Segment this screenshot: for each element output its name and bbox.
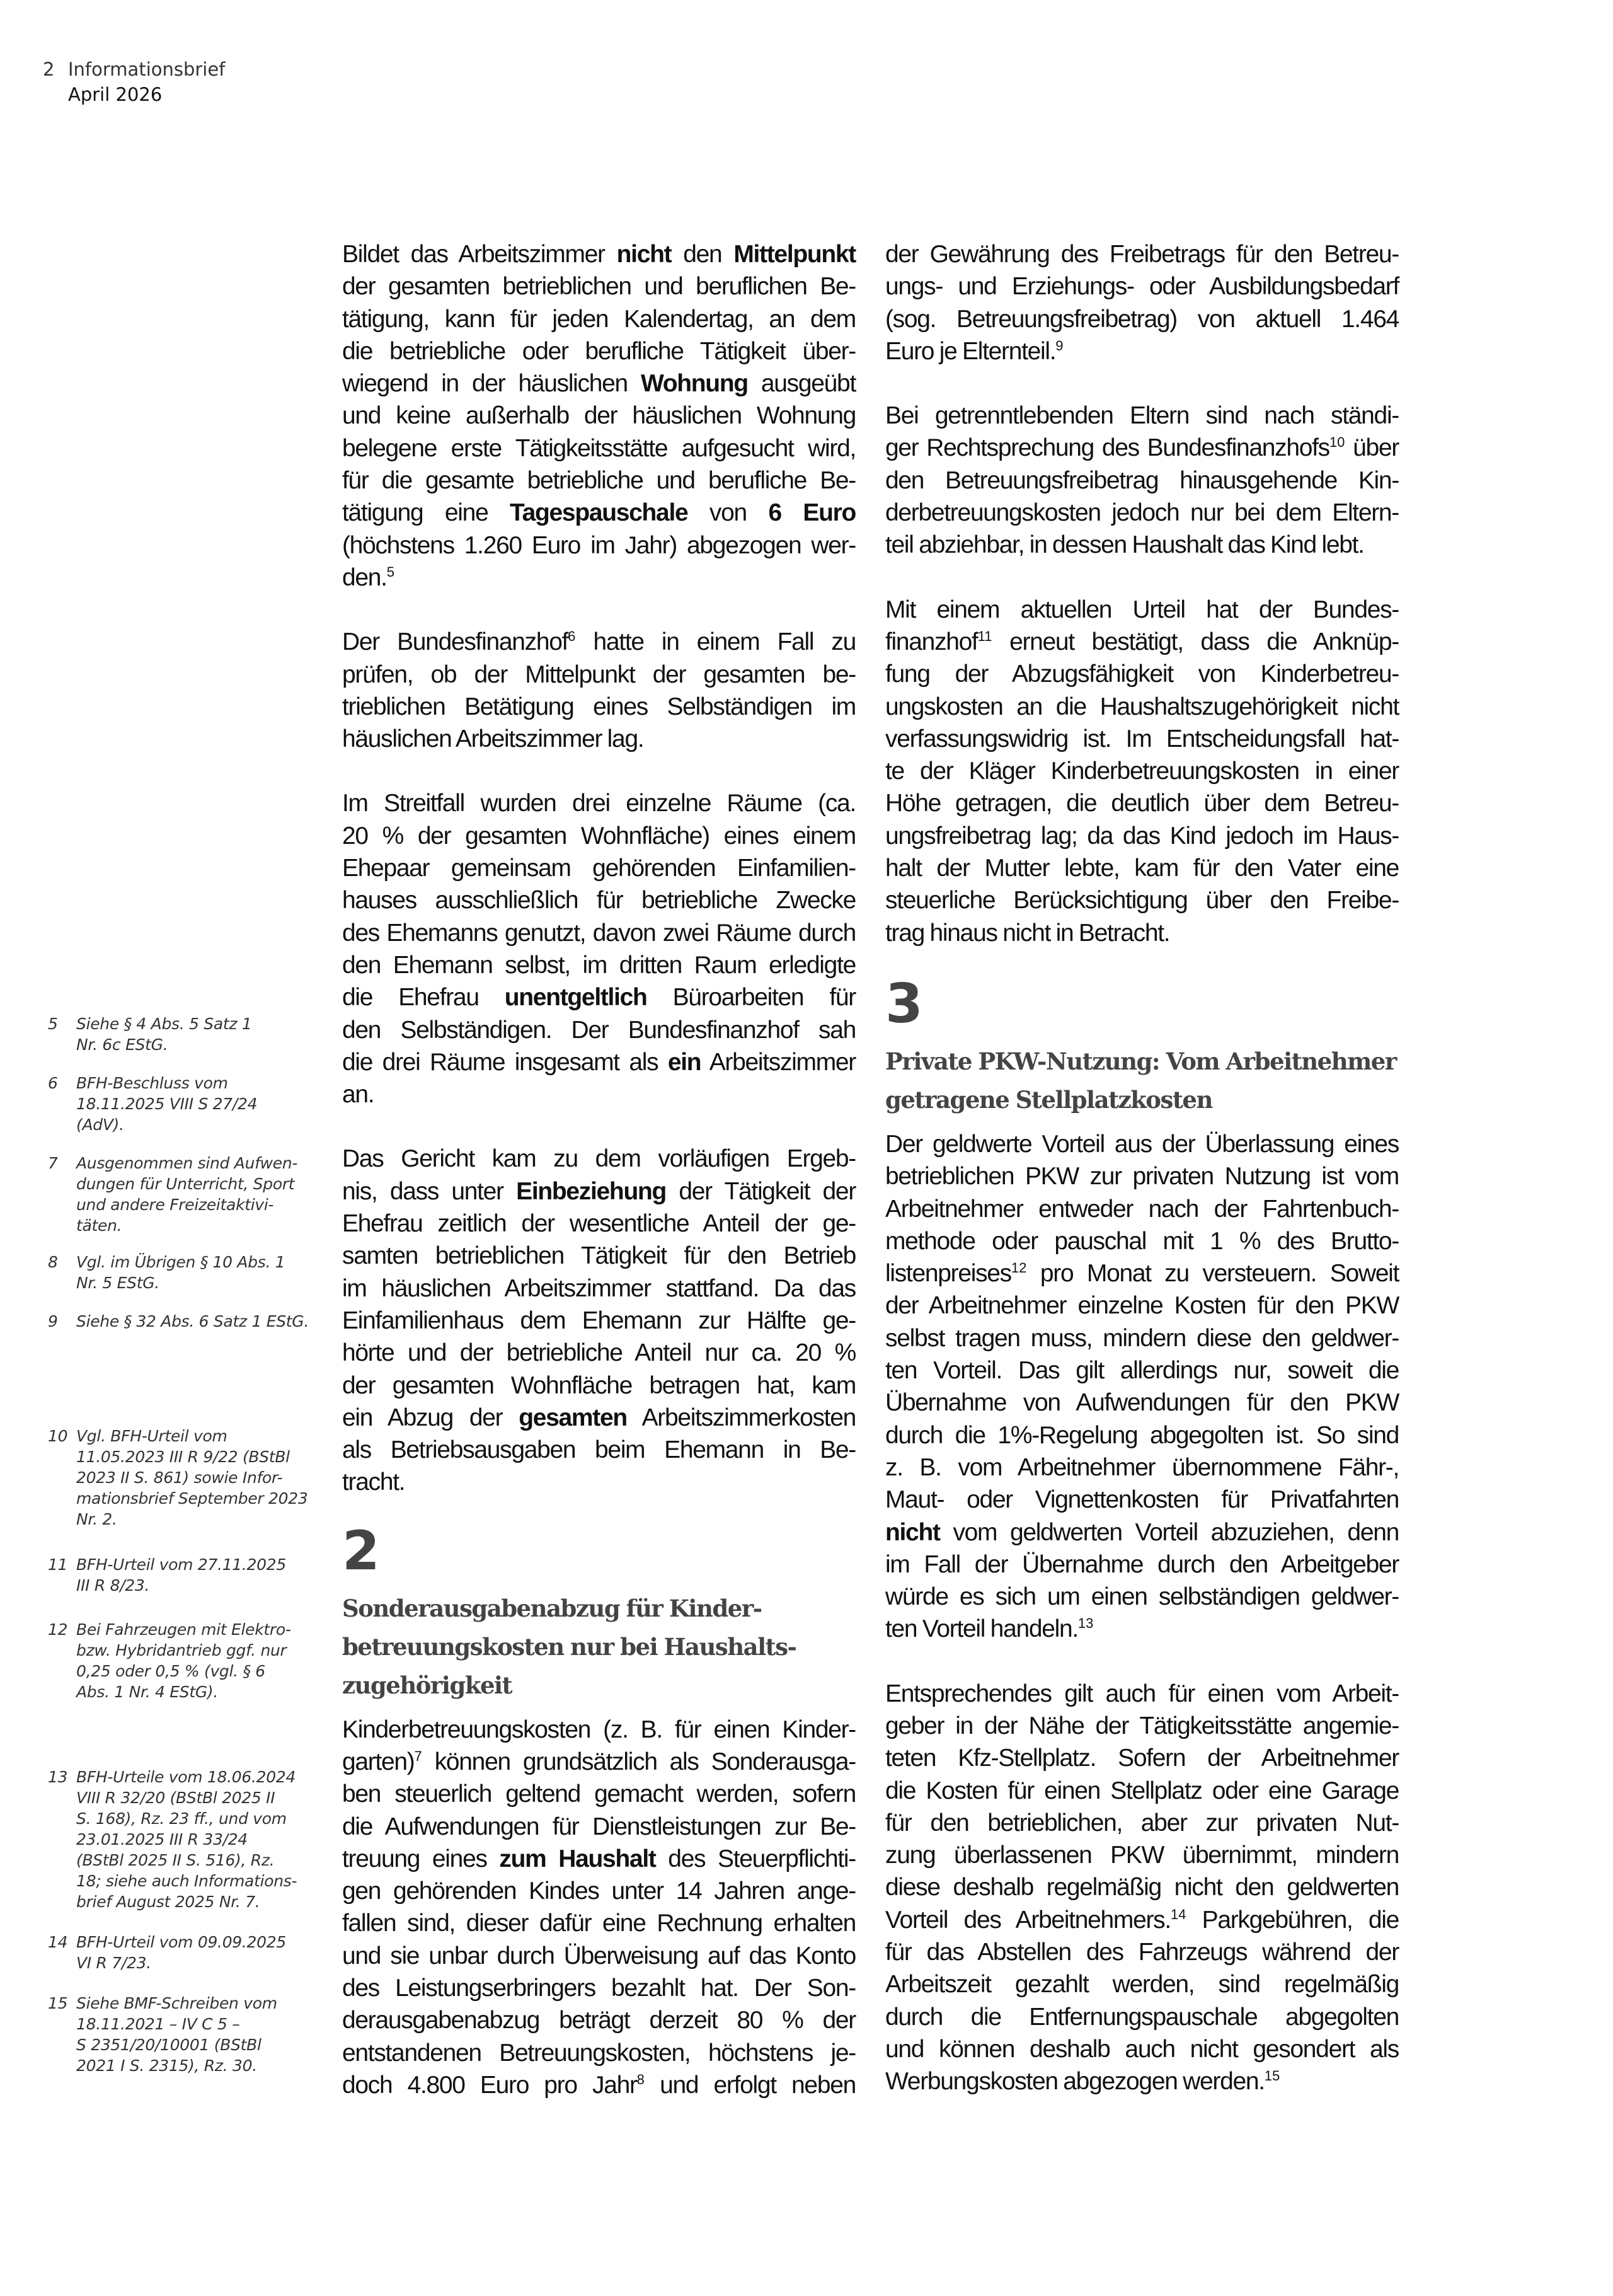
footnote-ref[interactable]: 15 (1264, 2068, 1280, 2084)
footnote-line: täten. (76, 1216, 122, 1235)
footnote-number: 13 (48, 1768, 68, 1786)
text-line: Höhe getragen, die deutlich über dem Betreu- (885, 790, 1399, 817)
emphasis: gesamten (519, 1404, 627, 1431)
text: Parkgebühren, die (1186, 1906, 1399, 1934)
footnote-line: Vgl. BFH-Urteil vom (76, 1427, 227, 1445)
article-column-1 (342, 238, 856, 2133)
footnote-number: 11 (48, 1555, 68, 1574)
text: tätigung eine (342, 499, 510, 527)
footnote-line: Nr. 2. (76, 1510, 117, 1528)
text-line: im Fall der Übernahme durch den Arbeitgeber (885, 1550, 1399, 1578)
paragraph (885, 1128, 1399, 1646)
text-line: Einfamilienhaus dem Ehemann zur Hälfte ge- (342, 1307, 856, 1334)
text-line: geber in der Nähe der Tätigkeitsstätte angemie- (885, 1712, 1399, 1739)
paragraph (342, 1714, 856, 2102)
text-line: für den betrieblichen, aber zur privaten Nut- (885, 1809, 1399, 1837)
footnote-line: 2021 I S. 2315), Rz. 30. (76, 2057, 257, 2075)
text: treuung eines (342, 1845, 500, 1872)
text-line: tracht. (342, 1468, 405, 1496)
text-line: Maut- oder Vignettenkosten für Privatfahrten (885, 1486, 1399, 1514)
text-line: Bei getrenntlebenden Eltern sind nach ständi- (885, 402, 1399, 430)
heading-line: zugehörigkeit (342, 1671, 512, 1699)
emphasis: unentgeltlich (504, 984, 647, 1012)
text: ten Vorteil handeln. (885, 1615, 1078, 1643)
text: nis, dass unter (342, 1177, 517, 1205)
emphasis: 6 Euro (768, 499, 856, 527)
footnote-number: 9 (48, 1312, 58, 1330)
issue-date: April 2026 (68, 84, 163, 105)
text-line: derbetreuungskosten jedoch nur bei dem Eltern- (885, 499, 1399, 527)
footnote-line: brief August 2025 Nr. 7. (76, 1893, 260, 1911)
text: den. (342, 563, 387, 591)
heading-line: getragene Stellplatzkosten (885, 1085, 1212, 1114)
section-2 (342, 1519, 856, 2102)
footnote-number: 12 (48, 1620, 68, 1639)
text-line: die Kosten für einen Stellplatz oder eine Garage (885, 1777, 1399, 1804)
footnote-line: Siehe § 32 Abs. 6 Satz 1 EStG. (76, 1312, 309, 1330)
text-line: te der Kläger Kinderbetreuungskosten in einer (885, 758, 1399, 785)
paragraph (342, 787, 856, 1111)
text: doch 4.800 Euro pro Jahr (342, 2071, 637, 2099)
text: die drei Räume insgesamt als (342, 1048, 668, 1076)
text-line: der gesamten Wohnfläche betragen hat, kam (342, 1371, 856, 1399)
text-line: prüfen, ob der Mittelpunkt der gesamten be- (342, 661, 856, 688)
paragraph (885, 1678, 1399, 2098)
footnote-line: dungen für Unterricht, Sport (76, 1175, 295, 1193)
text-line: Ehepaar gemeinsam gehörenden Einfamilien- (342, 855, 856, 882)
text-line: teten Kfz-Stellplatz. Sofern der Arbeitnehmer (885, 1745, 1399, 1772)
heading-line: betreuungskosten nur bei Haushalts- (342, 1632, 796, 1661)
text-line: Mit einem aktuellen Urteil hat der Bundes- (885, 596, 1399, 623)
text-line: hauses ausschließlich für betriebliche Zwecke (342, 887, 856, 914)
footnote-number: 8 (48, 1253, 58, 1271)
text-line: der gesamten betrieblichen und beruflichen Be- (342, 273, 856, 301)
text-line: (höchstens 1.260 Euro im Jahr) abgezogen wer- (342, 531, 856, 559)
text-line: an. (342, 1081, 374, 1109)
footnote-line: BFH-Urteil vom 27.11.2025 (76, 1555, 286, 1574)
paragraph (885, 400, 1399, 561)
text-line: trag hinaus nicht in Betracht. (885, 919, 1170, 947)
text: listenpreises (885, 1260, 1011, 1288)
text-line: fallen sind, dieser dafür eine Rechnung erhalten (342, 1910, 856, 1937)
text-line: Ehefrau zeitlich der wesentliche Anteil der ge- (342, 1210, 856, 1238)
text-line: ungskosten an die Haushaltszugehörigkeit nicht (885, 693, 1399, 720)
article-column-2 (885, 238, 1399, 2130)
footnote-ref[interactable]: 8 (636, 2071, 645, 2087)
footnote-line: Nr. 6c EStG. (76, 1036, 168, 1054)
text-line: verfassungswidrig ist. Im Entscheidungsfall hat- (885, 725, 1399, 753)
text-line: fung der Abzugsfähigkeit von Kinderbetreu- (885, 661, 1399, 688)
footnote-line: Ausgenommen sind Aufwen- (76, 1154, 298, 1172)
text-line: würde es sich um einen selbständigen geldwer- (885, 1583, 1399, 1611)
text: Arbeitszimmer (701, 1048, 856, 1076)
footnote-number: 6 (48, 1074, 58, 1092)
text-line: zung überlassenen PKW übernimmt, mindern (885, 1842, 1399, 1869)
text-line: ten Vorteil. Das gilt allerdings nur, soweit die (885, 1357, 1399, 1385)
text-line: für das Abstellen des Fahrzeugs während der (885, 1939, 1399, 1966)
footnote-line: III R 8/23. (76, 1576, 150, 1595)
text: Bildet das Arbeitszimmer (342, 241, 617, 268)
footnote-line: Siehe § 4 Abs. 5 Satz 1 (76, 1015, 252, 1033)
text: ein Abzug der (342, 1404, 519, 1431)
text-line: Im Streitfall wurden drei einzelne Räume (ca. (342, 790, 856, 817)
footnote-line: (AdV). (76, 1116, 124, 1134)
text: die Ehefrau (342, 984, 505, 1012)
text-line: hörte und der betriebliche Anteil nur ca. 20 % (342, 1339, 856, 1367)
emphasis: ein (667, 1048, 701, 1076)
footnote-line: mationsbrief September 2023 (76, 1489, 308, 1508)
text: des Steuerpflichti- (655, 1845, 856, 1872)
footnote-line: 23.01.2025 III R 33/24 (76, 1830, 248, 1849)
text-line: z. B. vom Arbeitnehmer übernommene Fähr-, (885, 1453, 1399, 1481)
text-line: im häuslichen Arbeitszimmer stattfand. Da das (342, 1274, 856, 1302)
footnote-line: 11.05.2023 III R 9/22 (BStBl (76, 1448, 290, 1466)
emphasis: zum Haushalt (499, 1845, 656, 1872)
footnote-line: und andere Freizeitaktivi- (76, 1196, 274, 1214)
text-line: durch die 1%-Regelung abgegolten ist. So sind (885, 1421, 1399, 1449)
paragraph (342, 626, 856, 755)
text: und erfolgt neben (644, 2071, 856, 2099)
publication-title: Informationsbrief (68, 59, 226, 80)
text-line: der Arbeitnehmer einzelne Kosten für den PKW (885, 1292, 1399, 1320)
footnote-line: BFH-Urteile vom 18.06.2024 (76, 1768, 296, 1786)
footnote-number: 15 (48, 1994, 68, 2012)
footnote-line: 18.11.2021 – IV C 5 – (76, 2015, 240, 2033)
emphasis: Tagespauschale (510, 499, 688, 527)
footnote-ref[interactable]: 13 (1077, 1615, 1094, 1632)
text-line: 20 % der gesamten Wohnfläche) eines einem (342, 822, 856, 850)
text: finanzhof (885, 628, 978, 655)
footnote-line: 18; siehe auch Informations- (76, 1872, 297, 1890)
footnote-number: 5 (48, 1015, 58, 1033)
text-line: den Ehemann selbst, im dritten Raum erledigte (342, 951, 856, 979)
text-line: trieblichen Betätigung eines Selbständigen im (342, 693, 856, 720)
text-line: steuerliche Berücksichtigung über den Freibe- (885, 887, 1399, 914)
text-line: methode oder pauschal mit 1 % des Brutto- (885, 1227, 1399, 1255)
text: von (687, 499, 769, 527)
section-number: 3 (885, 972, 922, 1036)
text-line: Kinderbetreuungskosten (z. B. für einen Kinder- (342, 1716, 856, 1743)
footnote-line: S. 168), Rz. 23 ff., und vom (76, 1809, 287, 1828)
heading-line: Private PKW-Nutzung: Vom Arbeitnehmer (885, 1047, 1396, 1075)
text: der Tätigkeit der (666, 1177, 856, 1205)
emphasis: nicht (885, 1518, 940, 1546)
footnote-line: bzw. Hybridantrieb ggf. nur (76, 1641, 287, 1659)
footnote-line: Nr. 5 EStG. (76, 1274, 159, 1292)
text-line: betrieblichen PKW zur privaten Nutzung ist vom (885, 1163, 1399, 1191)
paragraph (885, 238, 1399, 367)
text-line: des Ehemanns genutzt, davon zwei Räume durch (342, 919, 856, 947)
text-line: für die gesamte betriebliche und berufliche Be- (342, 467, 856, 495)
footnote-line: VIII R 32/20 (BStBl 2025 II (76, 1789, 275, 1807)
footnote-line: 0,25 oder 0,5 % (vgl. § 6 (76, 1662, 265, 1680)
text-line: durch die Entfernungspauschale abgegolten (885, 2003, 1399, 2031)
emphasis: Einbeziehung (516, 1177, 667, 1205)
footnote-ref[interactable]: 10 (1329, 434, 1345, 451)
footnote-line: Vgl. im Übrigen § 10 Abs. 1 (76, 1253, 285, 1271)
text-line: belegene erste Tätigkeitsstätte aufgesucht wird, (342, 434, 856, 462)
text: Arbeitszimmerkosten (626, 1404, 856, 1431)
paragraph (342, 1143, 856, 1498)
footnote-line: 2023 II S. 861) sowie Infor- (76, 1468, 283, 1487)
text-line: ungsfreibetrag lag; da das Kind jedoch im Haus- (885, 822, 1399, 850)
footnote-ref[interactable]: 11 (977, 628, 992, 644)
page-number: 2 (43, 59, 55, 80)
heading-line: Sonderausgabenabzug für Kinder- (342, 1594, 762, 1622)
footnote-line: BFH-Urteil vom 09.09.2025 (76, 1933, 286, 1951)
footnote-number: 14 (48, 1933, 68, 1951)
text: garten) (342, 1748, 415, 1775)
footnote-line: Siehe BMF-Schreiben vom (76, 1994, 277, 2012)
footnote-line: 18.11.2025 VIII S 27/24 (76, 1095, 258, 1113)
text-line: halt der Mutter lebte, kam für den Vater eine (885, 855, 1399, 882)
emphasis: Wohnung (640, 370, 748, 398)
text: Euro je Elternteil. (885, 337, 1056, 365)
footnote-line: BFH-Beschluss vom (76, 1074, 228, 1092)
text-line: Der geldwerte Vorteil aus der Überlassung eines (885, 1130, 1399, 1158)
text: hatte in einem Fall zu (575, 628, 856, 656)
paragraph (885, 594, 1399, 949)
footnote-line: S 2351/20/10001 (BStBl (76, 2036, 261, 2054)
text: über (1345, 434, 1399, 462)
footnote-line: Abs. 1 Nr. 4 EStG). (76, 1683, 219, 1701)
text-line: und keine außerhalb der häuslichen Wohnung (342, 402, 856, 430)
text: können grundsätzlich als Sonderausga- (422, 1748, 856, 1775)
text: wiegend in der häuslichen (342, 370, 641, 398)
text-line: (sog. Betreuungsfreibetrag) von aktuell 1.464 (885, 305, 1399, 333)
section-heading (342, 1589, 856, 1705)
footnote-number: 7 (48, 1154, 58, 1172)
text-line: Arbeitszeit gezahlt werden, sind regelmäßig (885, 1971, 1399, 1999)
text-line: und sie unbar durch Überweisung auf das Konto (342, 1942, 856, 1970)
text-line: Arbeitnehmer entweder nach der Fahrtenbuch- (885, 1195, 1399, 1223)
emphasis: nicht (616, 241, 672, 268)
section-3 (885, 972, 1399, 2098)
text-line: den Selbständigen. Der Bundesfinanzhof sah (342, 1016, 856, 1044)
text-line: diese deshalb regelmäßig nicht den geldwerten (885, 1874, 1399, 1901)
text-line: ungs- und Erziehungs- oder Ausbildungsbedarf (885, 273, 1399, 301)
text-line: Entsprechendes gilt auch für einen vom Arbeit- (885, 1680, 1399, 1707)
text-line: den Betreuungsfreibetrag hinausgehende Kin- (885, 466, 1399, 494)
footnote-number: 10 (48, 1427, 68, 1445)
text: ger Rechtsprechung des Bundesfinanzhofs (885, 434, 1329, 462)
text: Der Bundesfinanzhof (342, 628, 568, 656)
footnote-ref[interactable]: 6 (568, 628, 576, 645)
text-line: derausgabenabzug beträgt derzeit 80 % der (342, 2007, 856, 2034)
paragraph (342, 238, 856, 594)
footnote-ref[interactable]: 9 (1055, 337, 1064, 354)
text: vom geldwerten Vorteil abzuziehen, denn (939, 1518, 1399, 1546)
section-heading (885, 1042, 1399, 1119)
text: den (671, 241, 734, 268)
text-line: samten betrieblichen Tätigkeit für den Betrieb (342, 1242, 856, 1270)
text: pro Monat zu versteuern. Soweit (1026, 1260, 1399, 1288)
text-line: ben steuerlich geltend gemacht werden, sofern (342, 1780, 856, 1808)
text-line: tätigung, kann für jeden Kalendertag, an dem (342, 305, 856, 333)
text-line: der Gewährung des Freibetrags für den Betreu- (885, 241, 1399, 268)
text-line: die Aufwendungen für Dienstleistungen zur Be- (342, 1813, 856, 1840)
text-line: entstandenen Betreuungskosten, höchstens je- (342, 2039, 856, 2067)
text: Vorteil des Arbeitnehmers. (885, 1906, 1171, 1934)
text-line: des Leistungserbringers bezahlt hat. Der Son- (342, 1975, 856, 2002)
footnote-ref[interactable]: 7 (414, 1748, 422, 1764)
text-line: Das Gericht kam zu dem vorläufigen Ergeb- (342, 1145, 856, 1173)
footnote-ref[interactable]: 5 (386, 563, 394, 580)
text-line: und können deshalb auch nicht gesondert als (885, 2035, 1399, 2063)
text-line: selbst tragen muss, mindern diese den geldwer- (885, 1324, 1399, 1352)
text: Büroarbeiten für (646, 984, 856, 1012)
section-number: 2 (342, 1519, 379, 1583)
text-line: die betriebliche oder berufliche Tätigkeit über- (342, 337, 856, 365)
footnote-line: Bei Fahrzeugen mit Elektro- (76, 1620, 291, 1639)
footnote-line: (BStBl 2025 II S. 516), Rz. (76, 1851, 275, 1869)
footnote-line: VI R 7/23. (76, 1954, 151, 1972)
text-line: häuslichen Arbeitszimmer lag. (342, 725, 644, 753)
footnote-ref[interactable]: 14 (1170, 1906, 1186, 1922)
text-line: als Betriebsausgaben beim Ehemann in Be- (342, 1436, 856, 1464)
text: Werbungskosten abgezogen werden. (885, 2068, 1265, 2096)
footnote-ref[interactable]: 12 (1011, 1260, 1027, 1276)
text: ausgeübt (747, 370, 856, 398)
text-line: gen gehörenden Kindes unter 14 Jahren ange- (342, 1878, 856, 1905)
text-line: teil abziehbar, in dessen Haushalt das Kind lebt. (885, 531, 1364, 559)
emphasis: Mittelpunkt (733, 241, 856, 268)
text-line: Übernahme von Aufwendungen für den PKW (885, 1389, 1399, 1417)
text: erneut bestätigt, dass die Anknüp- (992, 628, 1399, 655)
